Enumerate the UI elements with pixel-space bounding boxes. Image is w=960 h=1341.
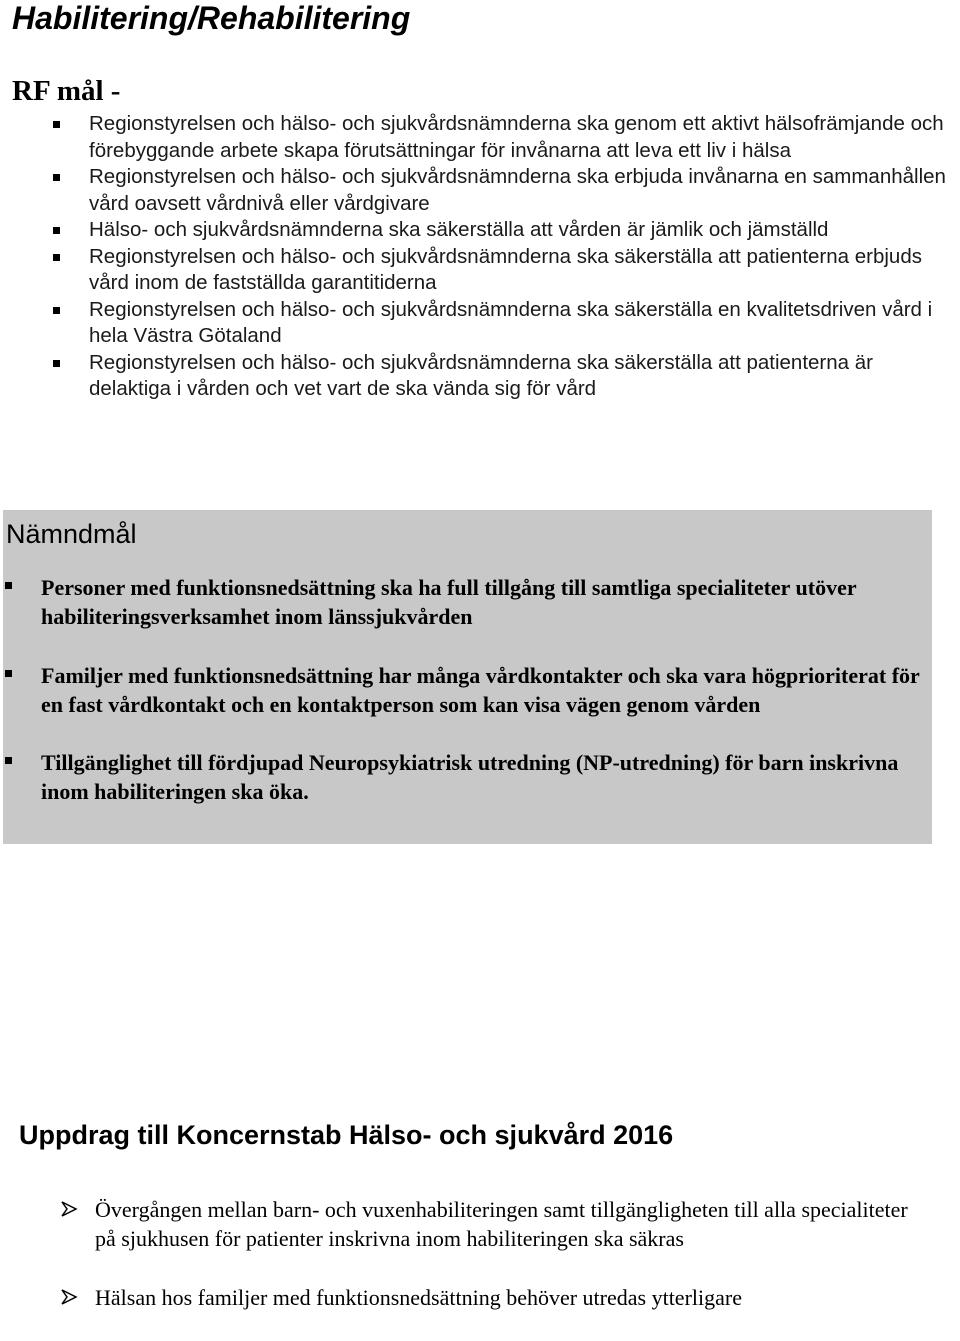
square-bullet-icon [53,254,60,261]
list-item [0,1283,960,1312]
list-item-text: Tillgänglighet till fördjupad Neuropsykiatrisk utredning (NP-utredning) för barn inskrivna inom habiliteringen ska öka. [41,750,899,805]
list-item-text: Regionstyrelsen och hälso- och sjukvårdsnämnderna ska säkerställa att patienterna är delaktiga i vården och vet vart de ska vända sig för vård [89,350,873,400]
square-bullet-icon [5,670,12,677]
list-item-text: Hälsan hos familjer med funktionsnedsättning behöver utredas ytterligare [95,1284,742,1310]
square-bullet-icon [53,360,60,367]
assignment-list [0,1195,960,1341]
committee-goals-title: Nämndmål [6,519,137,549]
committee-goals-box [3,510,932,844]
list-item [0,217,960,244]
rf-goals-heading: RF mål - [12,75,121,107]
list-item [0,111,960,164]
committee-goals-list [3,573,932,836]
list-item [3,573,932,632]
square-bullet-icon [53,174,60,181]
list-item-text: Regionstyrelsen och hälso- och sjukvårdsnämnderna ska erbjuda invånarna en sammanhållen vård oavsett vårdnivå eller vårdgivare [89,165,946,215]
rf-goals-list [0,111,960,403]
arrowhead-bullet-icon [60,1289,78,1305]
list-item [0,350,960,403]
list-item-text: Hälso- och sjukvårdsnämnderna ska säkerställa att vården är jämlik och jämställd [89,218,829,241]
list-item-text: Regionstyrelsen och hälso- och sjukvårdsnämnderna ska genom ett aktivt hälsofrämjande och förebyggande arbete skapa förutsättningar för invånarna att leva ett liv i hälsa [89,112,944,162]
list-item [0,1195,960,1254]
list-item-text: Regionstyrelsen och hälso- och sjukvårdsnämnderna ska säkerställa en kvalitetsdriven vård i hela Västra Götaland [89,297,933,347]
square-bullet-icon [5,582,12,589]
square-bullet-icon [53,121,60,128]
list-item [0,164,960,217]
arrowhead-bullet-icon [60,1201,78,1217]
list-item-text: Familjer med funktionsnedsättning har många vårdkontakter och ska vara högprioriterat för en fast vårdkontakt och en kontaktperson som kan visa vägen genom vården [41,662,920,717]
list-item-text: Personer med funktionsnedsättning ska ha full tillgång till samtliga specialiteter utöver habiliteringsverksamhet inom länssjukvården [41,575,857,630]
list-item [0,297,960,350]
square-bullet-icon [53,307,60,314]
list-item [0,244,960,297]
square-bullet-icon [53,227,60,234]
list-item-text: Övergången mellan barn- och vuxenhabiliteringen samt tillgängligheten till alla specialiteter på sjukhusen för patienter inskrivna inom habiliteringen ska säkras [95,1197,908,1252]
list-item-text: Regionstyrelsen och hälso- och sjukvårdsnämnderna ska säkerställa att patienterna erbjuds vård inom de fastställda garantitiderna [89,244,922,294]
square-bullet-icon [5,757,12,764]
page-title: Habilitering/Rehabilitering [12,0,411,36]
list-item [3,748,932,807]
assignment-title: Uppdrag till Koncernstab Hälso- och sjukvård 2016 [19,1120,674,1150]
list-item [3,661,932,720]
